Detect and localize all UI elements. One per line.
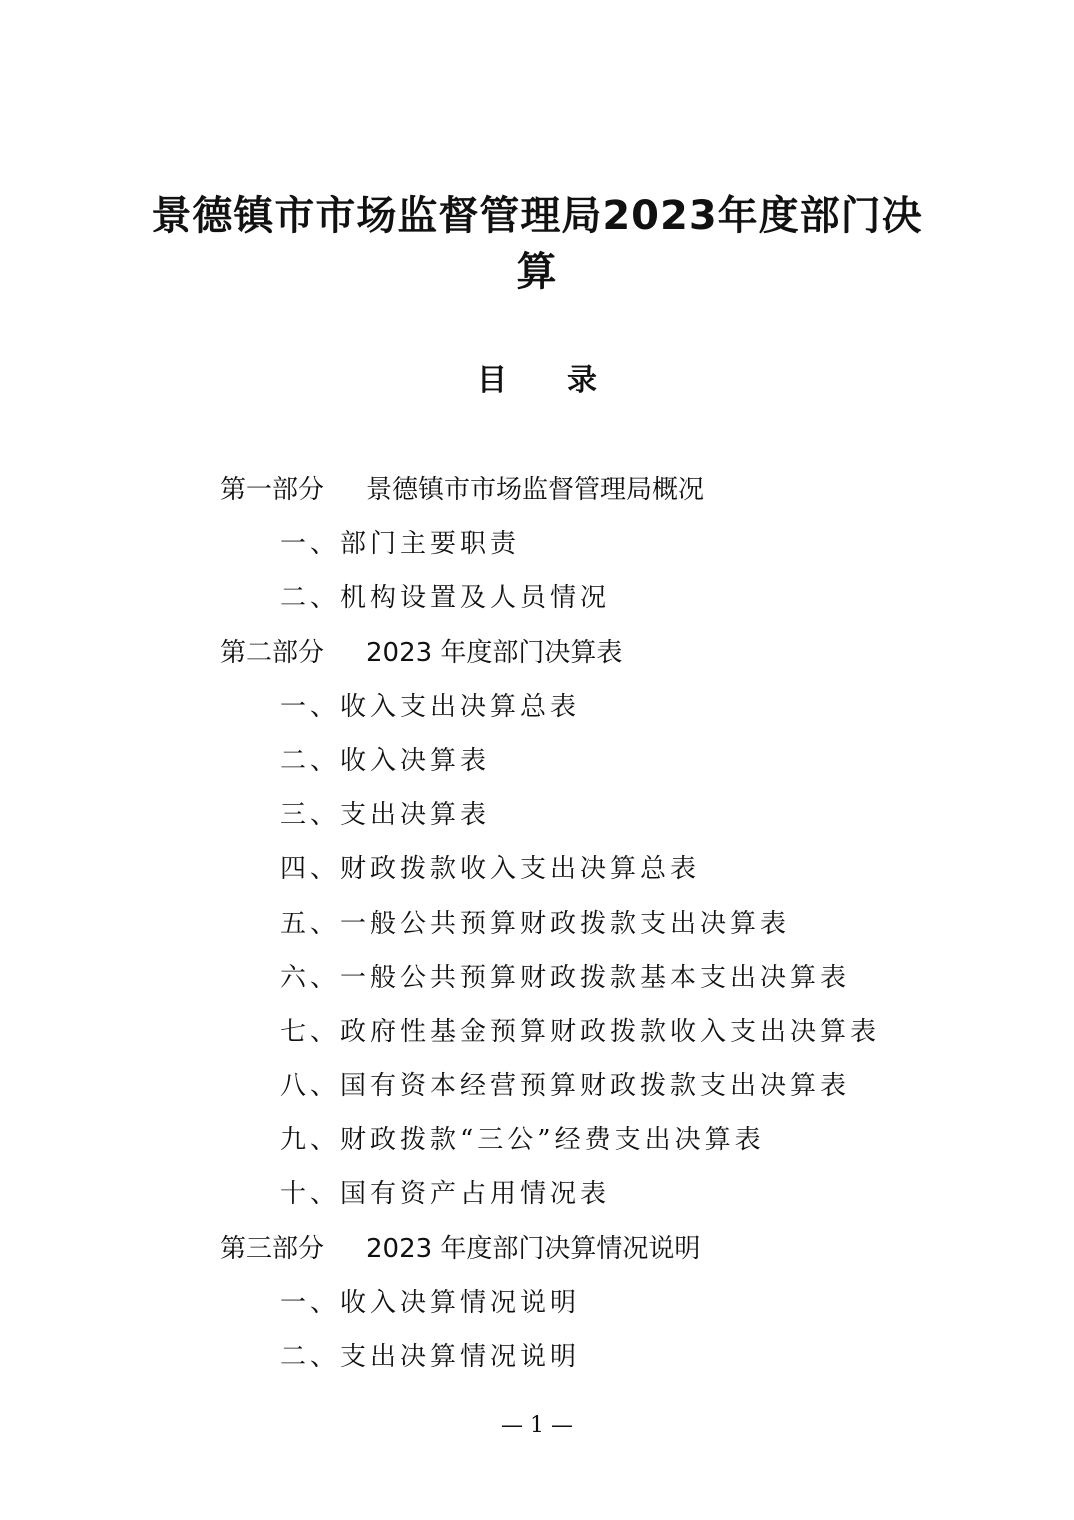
toc-item: 三、支出决算表	[280, 800, 491, 831]
toc-part-title: 2023 年度部门决算表	[366, 637, 623, 668]
document-title-line-1: 景德镇市市场监督管理局2023年度部门决	[151, 193, 923, 239]
toc-heading	[0, 356, 1074, 406]
toc-part-1	[0, 463, 1074, 517]
toc-part-number: 第二部分	[220, 637, 325, 668]
toc-item: 一、部门主要职责	[280, 529, 521, 560]
toc-item: 八、国有资本经营预算财政拨款支出决算表	[280, 1071, 851, 1102]
toc-item: 六、一般公共预算财政拨款基本支出决算表	[280, 962, 851, 993]
toc-part-number: 第一部分	[220, 475, 325, 505]
toc-item: 一、收入支出决算总表	[280, 691, 581, 722]
toc-item: 七、政府性基金预算财政拨款收入支出决算表	[280, 1016, 881, 1047]
toc-item: 九、财政拨款“三公”经费支出决算表	[280, 1125, 765, 1156]
toc-item: 五、一般公共预算财政拨款支出决算表	[280, 908, 791, 939]
toc-part-title: 景德镇市市场监督管理局概况	[366, 475, 705, 505]
toc-item: 一、收入决算情况说明	[280, 1287, 581, 1318]
document-title-line-2: 算	[516, 249, 558, 295]
toc-item: 二、支出决算情况说明	[280, 1342, 581, 1372]
toc-part-number: 第三部分	[220, 1233, 325, 1264]
toc-item: 二、收入决算表	[280, 745, 491, 776]
page-number: — 1 —	[501, 1413, 573, 1438]
toc-part-2	[0, 626, 1074, 680]
table-of-contents	[0, 463, 1074, 1384]
toc-part-3	[0, 1222, 1074, 1276]
toc-heading-left: 目	[477, 363, 507, 398]
document-title	[140, 188, 934, 300]
toc-item: 十、国有资产占用情况表	[280, 1179, 611, 1210]
toc-part-title: 2023 年度部门决算情况说明	[366, 1233, 701, 1264]
toc-item: 二、机构设置及人员情况	[280, 583, 611, 614]
toc-item: 四、财政拨款收入支出决算总表	[280, 854, 701, 885]
toc-heading-right: 录	[567, 363, 597, 398]
